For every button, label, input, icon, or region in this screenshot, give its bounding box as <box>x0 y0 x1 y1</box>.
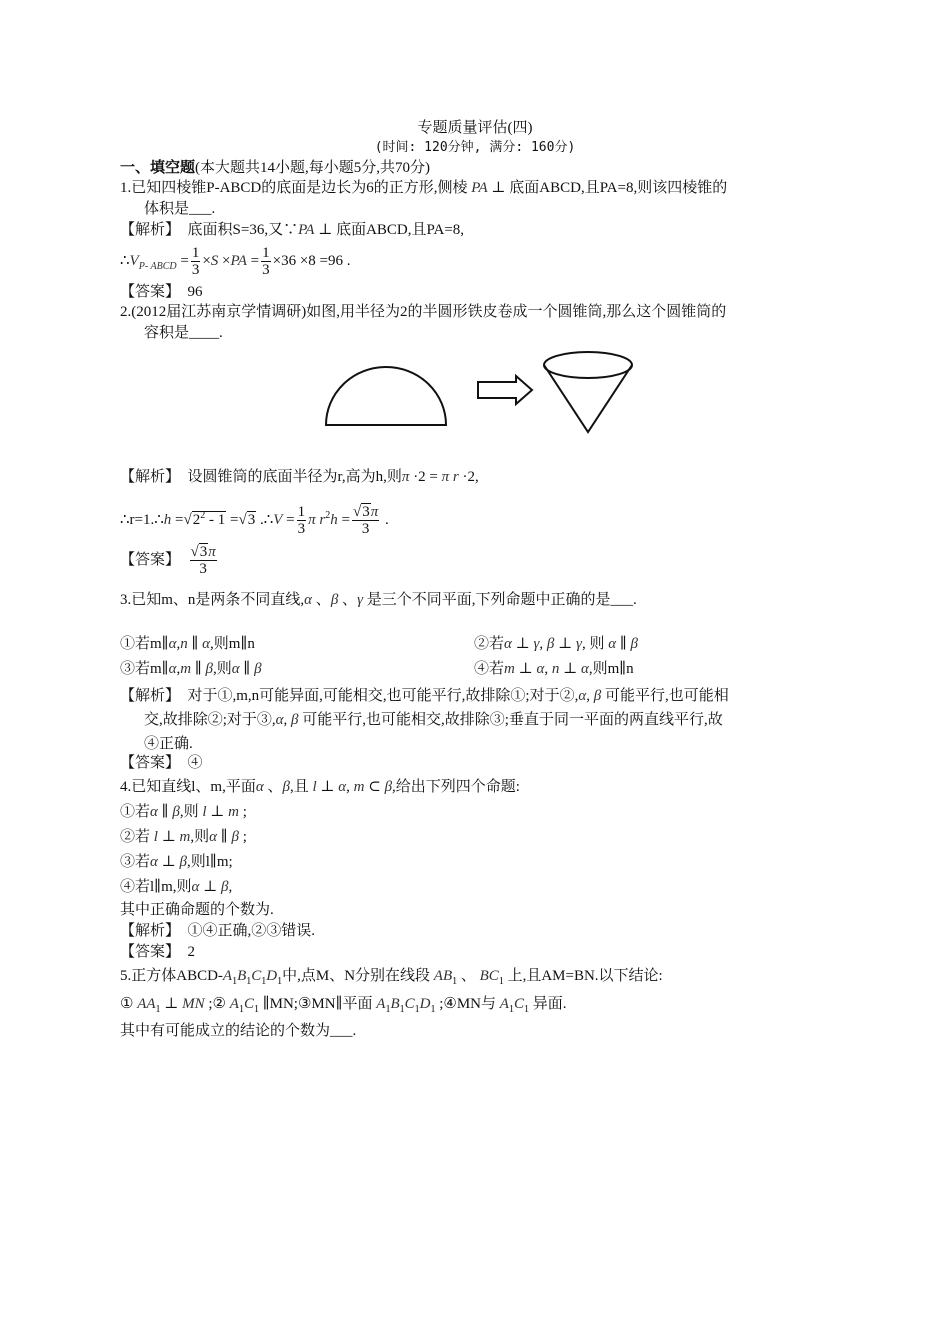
q4-answer: 【答案】 2 <box>120 944 196 960</box>
q2-answer: 【答案】 $\frac{√3\pi}{3}$ <box>120 544 216 578</box>
q4-prop-2: ②若 l ⊥ m,则α ∥ β ; <box>120 829 247 845</box>
q2-formula: ∴r=1.∴h $=√2^2 - 1 =√3$ .∴V = $\frac{1}{3}$ π $r^2h$ = $\frac{√3\pi}{3}$ . <box>120 504 389 538</box>
section-heading: 一、填空题(本大题共14小题,每小题5分,共70分) <box>120 160 431 176</box>
q2-analysis: 【解析】 设圆锥筒的底面半径为r,高为h,则π ·2 = π r ·2, <box>120 469 479 485</box>
q3-stem: 3.已知m、n是两条不同直线,α 、β 、γ 是三个不同平面,下列命题中正确的是___. <box>120 592 637 608</box>
cone-top-ellipse <box>544 352 632 378</box>
q2-stem-cont: 容积是____. <box>144 325 223 341</box>
q1-stem: 1.已知四棱锥P-ABCD的底面是边长为6的正方形,侧棱 PA ⊥ 底面ABCD,且PA=8,则该四棱锥的 <box>120 180 728 196</box>
semicircle-cone-figure <box>320 340 650 440</box>
q4-tail: 其中正确命题的个数为. <box>120 902 274 918</box>
q3-analysis-end: ④正确. <box>144 736 193 752</box>
q3-option-2: ②若α ⊥ γ, β ⊥ γ, 则 α ∥ β <box>474 636 638 652</box>
semicircle-shape <box>326 367 446 425</box>
q1-answer: 【答案】 96 <box>120 284 203 300</box>
q1-analysis: 【解析】 底面积S=36,又∵PA ⊥ 底面ABCD,且PA=8, <box>120 222 465 238</box>
q3-option-1: ①若m∥α,n ∥ α,则m∥n <box>120 636 255 652</box>
q5-stem: 5.正方体ABCD-$A_1B_1C_1D_1$中,点M、N分别在线段 $AB_1$ 、 $BC_1$ 上,且AM=BN.以下结论: <box>120 968 663 987</box>
page-title: 专题质量评估(四) <box>417 120 533 136</box>
q4-prop-4: ④若l∥m,则α ⊥ β, <box>120 879 233 895</box>
q1-formula: $\therefore V_{P- ABCD}$ = $\frac{1}{3}$ ×S ×PA = $\frac{1}{3}$ ×36 ×8 =96 . <box>120 245 351 279</box>
q4-prop-3: ③若α ⊥ β,则l∥m; <box>120 854 233 870</box>
q4-stem: 4.已知直线l、m,平面α 、β,且 l ⊥ α, m ⊂ β,给出下列四个命题: <box>120 779 520 795</box>
q2-stem: 2.(2012届江苏南京学情调研)如图,用半径为2的半圆形铁皮卷成一个圆锥筒,那么这个圆锥筒的 <box>120 304 727 320</box>
q1-stem-cont: 体积是___. <box>144 201 216 217</box>
q4-analysis: 【解析】 ①④正确,②③错误. <box>120 923 316 939</box>
q3-option-3: ③若m∥α,m ∥ β,则α ∥ β <box>120 661 262 677</box>
q5-conclusions: ① $AA_1$ ⊥ MN ;② $A_1C_1$ ∥MN;③MN∥平面 $A_1B_1C_1D_1$ ;④MN与 $A_1C_1$ 异面. <box>120 996 567 1015</box>
q5-tail: 其中有可能成立的结论的个数为___. <box>120 1023 357 1039</box>
page-subtitle: (时间: 120分钟, 满分: 160分) <box>374 140 576 155</box>
q3-option-4: ④若m ⊥ α, n ⊥ α,则m∥n <box>474 661 634 677</box>
q3-answer: 【答案】 ④ <box>120 755 203 771</box>
q4-prop-1: ①若α ∥ β,则 l ⊥ m ; <box>120 804 247 820</box>
right-arrow-icon <box>478 376 532 404</box>
q3-analysis-cont: 交,故排除②;对于③,α, β 可能平行,也可能相交,故排除③;垂直于同一平面的两直线平行,故 <box>144 712 723 728</box>
q3-analysis: 【解析】 对于①,m,n可能异面,可能相交,也可能平行,故排除①;对于②,α, β 可能平行,也可能相 <box>120 688 729 704</box>
